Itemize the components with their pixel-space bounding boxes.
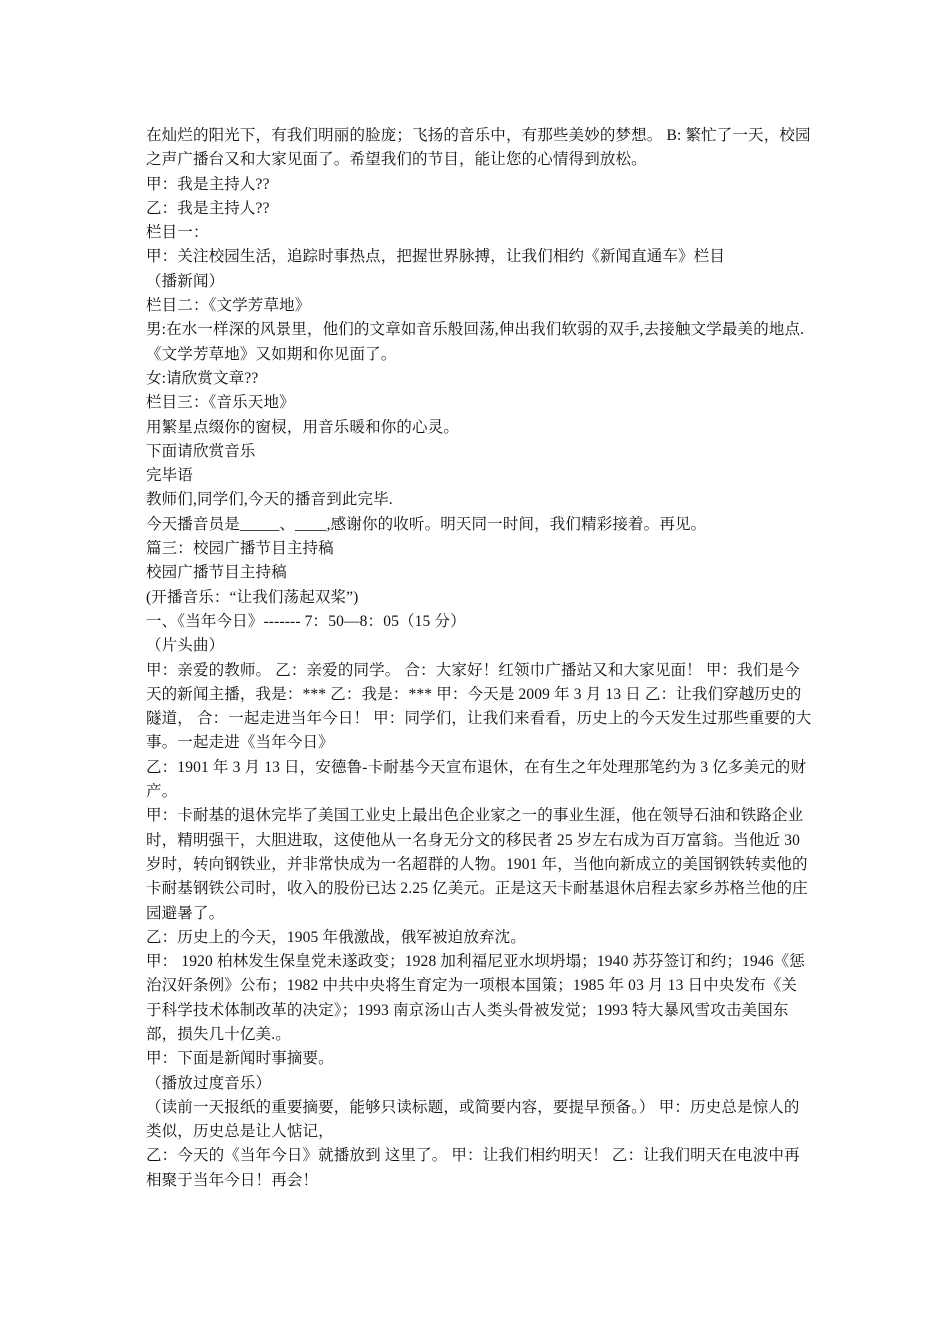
paragraph-music-intro: 用繁星点缀你的窗棂，用音乐暖和你的心灵。: [146, 418, 460, 436]
segment-heading-1: 一、《当年今日》------- 7：50—8：05（15 分）: [146, 612, 466, 630]
part-three-title: 篇三：校园广播节目主持稿: [146, 540, 334, 558]
paragraph-greeting: 甲：亲爱的教师。 乙：亲爱的同学。 合：大家好！红领巾广播站又和大家见面！ 甲：我们是今天的新闻主播，我是：*** 乙：我是：*** 甲：今天是 2009 年 3 月 13 日 乙：让我们穿越历史的隧道， 合：一起走进当年今日！ 甲：同学们，让我们来看看，历史上的今天发生过那些重要的大事。一起走进《当年今日》: [146, 661, 812, 752]
section-heading-closing: 完毕语: [146, 467, 193, 485]
paragraph-enjoy-article: 女:请欣赏文章??: [146, 369, 259, 387]
script-title: 校园广播节目主持稿: [146, 564, 287, 582]
paragraph-history-list: 甲： 1920 柏林发生保皇党未遂政变；1928 加利福尼亚水坝坍塌；1940 苏芬签订和约；1946《惩治汉奸条例》公布；1982 中共中央将生育定为一项根本国策；1985 年 03 月 13 日中央发布《关于科学技术体制改革的决定》；1993 南京汤山古人类头骨被发觉；1993 特大暴风雪攻击美国东部，损失几十亿美.。: [146, 953, 805, 1043]
paragraph-carnegie-2: 甲：卡耐基的退休完毕了美国工业史上最出色企业家之一的事业生涯，他在领导石油和铁路企业时，精明强干，大胆进取，这使他从一名身无分文的移民者 25 岁左右成为百万富翁。当他近 30 岁时，转向钢铁业，并非常快成为一名超群的人物。1901 年，当他向新成立的美国钢铁转卖他的卡耐基钢铁公司时，收入的股份已达 2.25 亿美元。正是这天卡耐基退休启程去家乡苏格兰他的庄园避暑了。: [146, 807, 808, 922]
paragraph-broadcast-news: （播新闻）: [146, 272, 225, 290]
paragraph-opening: 在灿烂的阳光下，有我们明丽的脸庞；飞扬的音乐中，有那些美妙的梦想。 B: 繁忙了一天，校园之声广播台又和大家见面了。希望我们的节目，能让您的心情得到放松。: [146, 127, 811, 169]
section-heading-3: 栏目三：《音乐天地》: [146, 394, 295, 412]
paragraph-theme-song: （片头曲）: [146, 637, 225, 655]
document-body: [146, 124, 812, 1193]
paragraph-1905: 乙：历史上的今天，1905 年俄激战，俄军被迫放弃沈。: [146, 928, 526, 946]
paragraph-news-summary: 甲：下面是新闻时事摘要。: [146, 1050, 334, 1068]
paragraph-farewell: 乙：今天的《当年今日》就播放到 这里了。 甲：让我们相约明天！ 乙：让我们明天在电波中再相聚于当年今日！再会！: [146, 1147, 800, 1189]
section-heading-2: 栏目二：《文学芳草地》: [146, 297, 311, 315]
paragraph-carnegie-1: 乙：1901 年 3 月 13 日，安德鲁-卡耐基今天宣布退休，在有生之年处理那笔约为 3 亿多美元的财产。: [146, 758, 807, 801]
paragraph-transition-music: （播放过度音乐）: [146, 1074, 272, 1092]
paragraph-closing-1: 教师们,同学们,今天的播音到此完毕.: [146, 491, 393, 509]
paragraph-literature-intro: 男:在水一样深的风景里，他们的文章如音乐般回荡,伸出我们软弱的双手,去接触文学最美的地点.《文学芳草地》又如期和你见面了。: [146, 321, 805, 363]
paragraph-closing-2: 今天播音员是_____、____,感谢你的收听。明天同一时间，我们精彩接着。再见。: [146, 515, 707, 533]
paragraph-host-yi: 乙：我是主持人??: [146, 199, 270, 217]
paragraph-enjoy-music: 下面请欣赏音乐: [146, 442, 256, 460]
paragraph-read-summary: （读前一天报纸的重要摘要，能够只读标题，或简要内容，要提早预备。） 甲：历史总是惊人的类似，历史总是让人惦记，: [146, 1098, 800, 1141]
paragraph-host-jia: 甲：我是主持人??: [146, 175, 270, 193]
paragraph-news-intro: 甲：关注校园生活，追踪时事热点，把握世界脉搏，让我们相约《新闻直通车》栏目: [146, 248, 726, 266]
paragraph-opening-music: (开播音乐：“让我们荡起双桨”): [146, 588, 359, 606]
section-heading-1: 栏目一：: [146, 224, 209, 242]
